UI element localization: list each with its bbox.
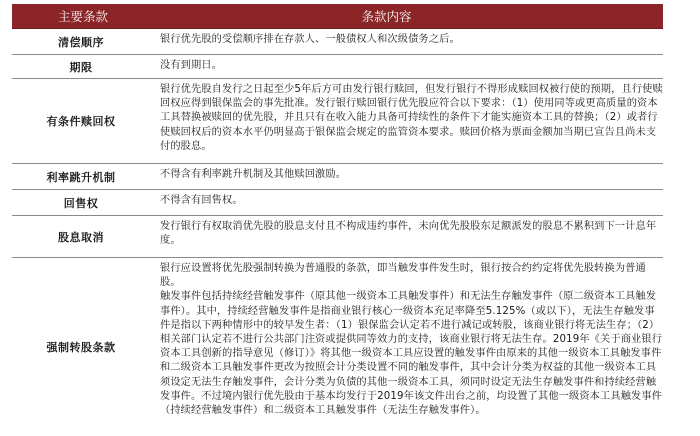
content-paragraph: 发行银行有权取消优先股的股息支付且不构成违约事件，未向优先股股东足额派发的股息不累积到下一计息年度。 <box>160 221 657 247</box>
table-row-conditional-redemption <box>12 79 663 164</box>
table-row-put-option <box>12 190 663 216</box>
term-label: 有条件赎回权 <box>46 115 116 128</box>
content-paragraph: 没有到期日。 <box>160 60 223 71</box>
content-paragraph: 不得含有利率跳升机制及其他赎回激励。 <box>160 169 347 180</box>
content-paragraph: 银行优先股自发行之日起至少5年后方可由发行银行赎回，但发行银行不得形成赎回权被行使的预期，且行使赎回权应得到银保监会的事先批准。发行银行赎回银行优先股应符合以下要求：（1）使用同等或更高质量的资本工具替换被赎回的优先股，并且只有在收入能力具备可持续性的条件下才能实施资本工具的替换；（2）或者行使赎回权后的资本水平仍明显高于银保监会规定的监管资本要求。赎回价格为票面金额加当期已宣告且尚未支付的股息。 <box>160 84 663 152</box>
content-paragraph: 触发事件包括持续经营触发事件（原其他一级资本工具触发事件）和无法生存触发事件（原二级资本工具触发事件）。其中，持续经营触发事件是指商业银行核心一级资本充足率降至5.125%（或以下），无法生存触发事件是指以下两种情形中的较早发生者：（1）银保监会认定若不进行减记或转股，该商业银行将无法生存；（2）相关部门认定若不进行公共部门注资或提供同等效力的支持，该商业银行将无法生存。2019年《关于商业银行资本工具创新的指导意见（修订）》将其他一级资本工具应设置的触发事件由原来的其他一级资本工具触发事件和二级资本工具触发事件更改为按照会计分类设置不同的触发事件，其中会计分类为权益的其他一级资本工具须设定无法生存触发事件，会计分类为负债的其他一级资本工具，须同时设定无法生存触发事件和持续经营触发事件。不过境内银行优先股由于基本均发行于2019年该文件出台之前，均设置了其他一级资本工具触发事件（持续经营触发事件）和二级资本工具触发事件（无法生存触发事件）。 <box>160 291 663 417</box>
term-label: 强制转股条款 <box>46 341 116 354</box>
header-main-terms: 主要条款 <box>58 9 109 24</box>
table-header <box>12 4 663 29</box>
content-paragraph: 银行优先股的受偿顺序排在存款人、一般债权人和次级债务之后。 <box>160 34 460 45</box>
term-label: 利率跳升机制 <box>46 170 116 184</box>
content-paragraph: 银行应设置将优先股强制转换为普通股的条款，即当触发事件发生时，银行按合约约定将优先股转换为普通股。 <box>160 263 646 289</box>
term-content <box>150 190 663 215</box>
preferred-stock-terms-table <box>12 4 663 436</box>
term-content <box>150 29 663 54</box>
header-term-content: 条款内容 <box>361 9 412 24</box>
term-content <box>150 216 663 257</box>
table-row-mandatory-conversion <box>12 258 663 436</box>
term-content <box>150 164 663 189</box>
table-row-dividend-cancellation <box>12 216 663 258</box>
term-content <box>150 79 663 163</box>
term-label: 股息取消 <box>58 230 104 244</box>
table-row-rate-step-up <box>12 164 663 190</box>
term-content <box>150 55 663 78</box>
term-label: 期限 <box>69 60 93 74</box>
table-row-liquidation-order <box>12 29 663 55</box>
term-label: 清偿顺序 <box>58 35 104 49</box>
term-label: 回售权 <box>63 196 99 210</box>
table-row-maturity <box>12 55 663 79</box>
content-paragraph: 不得含有回售权。 <box>160 195 243 206</box>
term-content <box>150 258 663 436</box>
